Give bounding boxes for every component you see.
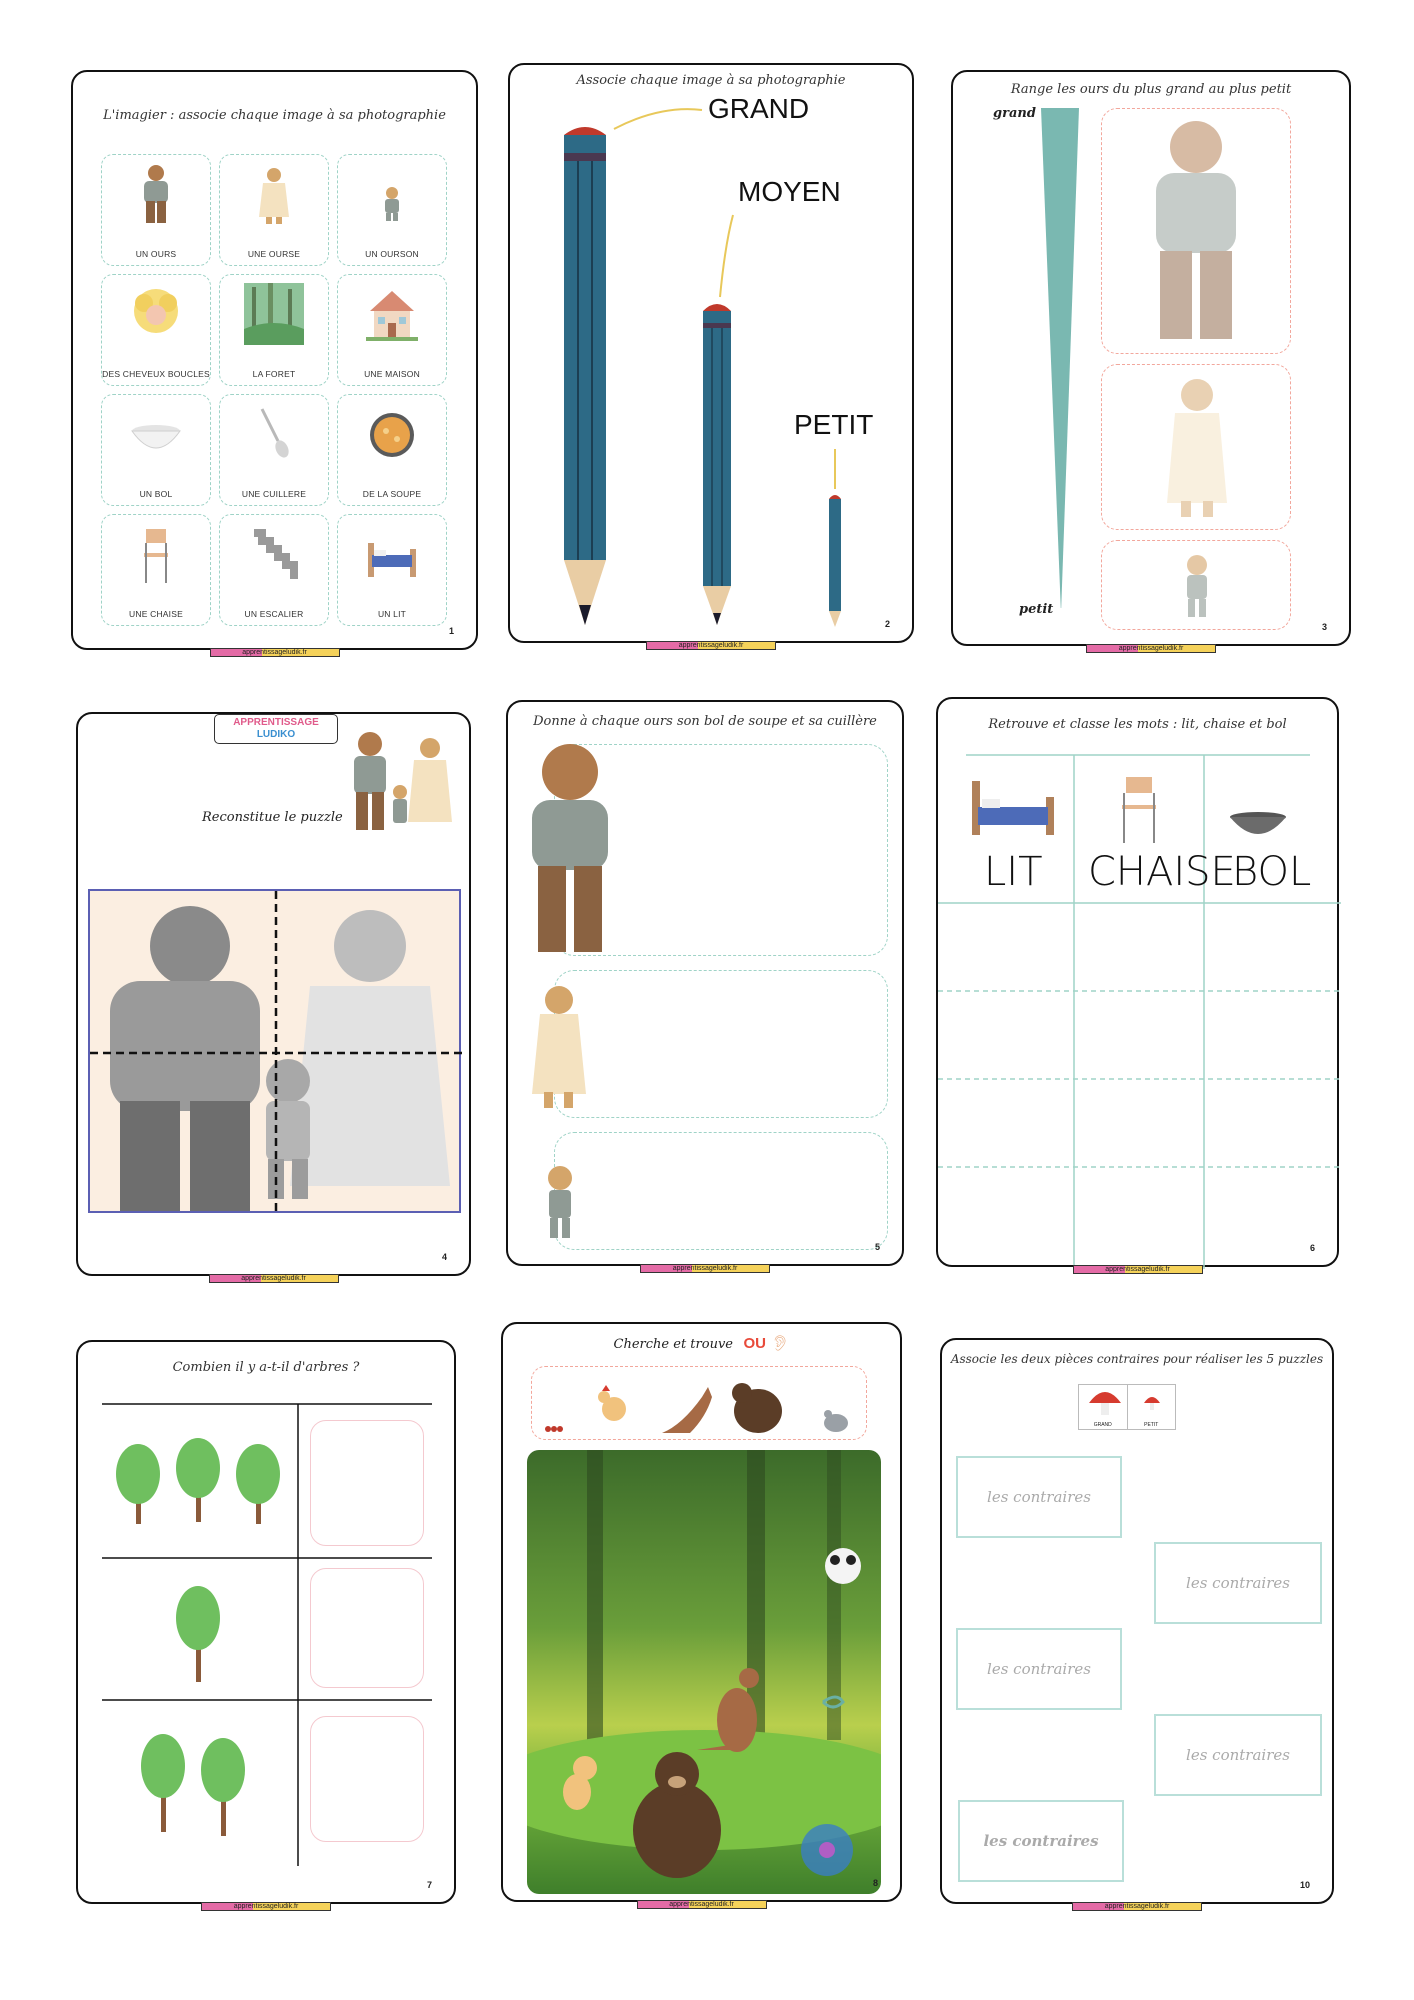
peacock-in-scene — [801, 1824, 853, 1876]
forest-illustration — [527, 1450, 881, 1894]
card-bed — [337, 514, 447, 626]
bed-icon — [362, 523, 422, 585]
page-number: 7 — [426, 1880, 432, 1890]
animals-to-find-box — [531, 1366, 867, 1440]
bear-cub-icon — [362, 163, 422, 225]
card-label: UNE MAISON — [364, 369, 420, 379]
bear-box-large — [1101, 108, 1291, 354]
bears-grayscale-illustration — [90, 891, 463, 1215]
footer-bar: apprentissageludik.fr — [646, 641, 776, 650]
card-bear-cub — [337, 154, 447, 266]
bear-dad-icon — [510, 738, 630, 958]
sheet-title: Combien il y a-t-il d'arbres ? — [172, 1360, 360, 1375]
sheet-title: Reconstitue le puzzle — [202, 810, 343, 825]
worksheet-3 — [951, 70, 1351, 652]
sheet-title: Associe chaque image à sa photographie — [576, 73, 846, 88]
contrary-piece-5[interactable]: les contraires — [958, 1800, 1124, 1882]
page-number: 10 — [1299, 1880, 1310, 1890]
page-number: 4 — [441, 1252, 447, 1262]
card-bowl — [101, 394, 211, 506]
trees-row-2 — [158, 1578, 238, 1688]
contrary-piece-3[interactable]: les contraires — [956, 1628, 1122, 1710]
card-forest — [219, 274, 329, 386]
card-chair — [101, 514, 211, 626]
card-spoon — [219, 394, 329, 506]
sheet-title: Donne à chaque ours son bol de soupe et sa cuillère — [533, 714, 877, 729]
brand-logo — [214, 714, 338, 744]
page-number: 8 — [872, 1878, 878, 1888]
word-chaise: CHAISE — [1088, 849, 1236, 895]
worksheet-2 — [508, 63, 914, 649]
animals-strip — [532, 1367, 868, 1441]
page-number: 3 — [1321, 622, 1327, 632]
worksheet-10 — [940, 1338, 1334, 1910]
sheet-title: Cherche et trouve — [613, 1337, 733, 1352]
label-moyen: MOYEN — [738, 176, 841, 207]
logo-line-2: LUDIKO — [256, 729, 296, 740]
label-grand: GRAND — [708, 93, 810, 124]
word-bol: BOL — [1232, 849, 1312, 895]
page-number: 2 — [884, 619, 890, 629]
sample-piece-left — [1079, 1385, 1128, 1429]
size-wedge — [1037, 108, 1097, 608]
bear-dad-icon — [1116, 115, 1276, 345]
mushroom-small-icon — [1142, 1393, 1162, 1413]
card-label: UN LIT — [377, 609, 407, 619]
worksheet-1 — [71, 70, 478, 656]
bear-mom-icon — [1147, 373, 1247, 523]
card-label: UNE CHAISE — [129, 609, 183, 619]
bear-icon — [732, 1383, 782, 1433]
worksheet-4 — [76, 712, 471, 1282]
sheet-title: Range les ours du plus grand au plus petit — [1010, 82, 1292, 97]
footer-bar: apprentissageludik.fr — [210, 648, 340, 657]
curly-hair-icon — [126, 283, 186, 345]
contrary-piece-1[interactable]: les contraires — [956, 1456, 1122, 1538]
stairs-icon — [244, 523, 304, 585]
bear-mom-icon — [524, 982, 594, 1112]
card-label: DES CHEVEUX BOUCLES — [102, 369, 210, 379]
footer-bar: apprentissageludik.fr — [637, 1900, 767, 1909]
card-label: UN OURS — [135, 249, 177, 259]
bear-family-icon — [340, 726, 460, 836]
kangaroo-icon — [662, 1387, 712, 1433]
card-curly-hair — [101, 274, 211, 386]
page-number: 5 — [874, 1242, 880, 1252]
panda-in-scene — [825, 1548, 861, 1584]
sheet-title: L'imagier : associe chaque image à sa photographie — [103, 108, 446, 123]
sample-left-label: GRAND — [1093, 1422, 1112, 1428]
mushroom-big-icon — [1085, 1387, 1125, 1417]
answer-box-1 — [310, 1420, 424, 1546]
picture-grid — [101, 154, 447, 626]
answer-box-2 — [310, 1568, 424, 1688]
label-petit: petit — [1019, 602, 1054, 617]
sheet-title: Retrouve et classe les mots : lit, chaise et bol — [988, 717, 1287, 732]
word-lit: LIT — [984, 849, 1043, 895]
worksheet-8 — [501, 1322, 902, 1908]
footer-bar: apprentissageludik.fr — [1086, 644, 1216, 653]
worksheet-5 — [506, 700, 904, 1272]
bowl-icon — [126, 403, 186, 465]
bear-cub-icon — [1177, 551, 1217, 621]
card-soup — [337, 394, 447, 506]
answer-box-3 — [554, 1132, 888, 1250]
card-bear-mom — [219, 154, 329, 266]
trees-row-1 — [108, 1430, 298, 1540]
card-label: UN OURSON — [365, 249, 419, 259]
bear-mom-icon — [244, 163, 304, 225]
card-label: UNE OURSE — [247, 249, 301, 259]
bear-cub-icon — [540, 1162, 580, 1242]
footer-bar: apprentissageludik.fr — [1073, 1265, 1203, 1274]
mouse-icon — [824, 1410, 848, 1432]
sorting-table-grid — [938, 699, 1341, 1269]
worksheet-6 — [936, 697, 1339, 1273]
forest-scene — [527, 1450, 881, 1894]
sheet-title: Associe les deux pièces contraires pour réaliser les 5 puzzles — [950, 1352, 1324, 1366]
sample-right-label: PETIT — [1144, 1422, 1159, 1428]
ant-icon — [545, 1426, 563, 1432]
card-bear-dad — [101, 154, 211, 266]
card-house — [337, 274, 447, 386]
spoon-icon — [244, 403, 304, 465]
footer-bar: apprentissageludik.fr — [209, 1274, 339, 1283]
contrary-piece-2[interactable]: les contraires — [1154, 1542, 1322, 1624]
card-stairs — [219, 514, 329, 626]
card-label: UN BOL — [139, 489, 173, 499]
page-number: 6 — [1309, 1243, 1315, 1253]
footer-bar: apprentissageludik.fr — [201, 1902, 331, 1911]
trees-row-3 — [128, 1724, 268, 1844]
bear-dad-icon — [126, 163, 186, 225]
contrary-piece-4[interactable]: les contraires — [1154, 1714, 1322, 1796]
footer-bar: apprentissageludik.fr — [1072, 1902, 1202, 1911]
chair-icon — [126, 523, 186, 585]
sample-puzzle — [1078, 1384, 1176, 1430]
sample-piece-right — [1128, 1385, 1176, 1429]
answer-box-2 — [554, 970, 888, 1118]
forest-icon — [244, 283, 304, 345]
card-label: UN ESCALIER — [244, 609, 304, 619]
logo-line-1: APPRENTISSAGE — [233, 717, 319, 728]
worksheet-7 — [76, 1340, 456, 1910]
card-label: UNE CUILLERE — [241, 489, 307, 499]
footer-bar: apprentissageludik.fr — [640, 1264, 770, 1273]
pencils-illustration — [510, 65, 916, 645]
label-grand: grand — [993, 106, 1036, 121]
label-petit: PETIT — [794, 409, 874, 440]
house-icon — [362, 283, 422, 345]
bear-box-small — [1101, 540, 1291, 630]
title-row — [503, 1334, 900, 1353]
bear-box-medium — [1101, 364, 1291, 530]
page-number: 1 — [448, 626, 454, 636]
ear-icon: 👂︎ — [770, 1335, 790, 1352]
card-label: LA FORET — [252, 369, 296, 379]
answer-box-3 — [310, 1716, 424, 1842]
soup-icon — [362, 403, 422, 465]
ou-label: OU — [743, 1335, 766, 1352]
puzzle-area — [88, 889, 461, 1213]
rooster-icon — [598, 1385, 626, 1421]
card-label: DE LA SOUPE — [362, 489, 422, 499]
